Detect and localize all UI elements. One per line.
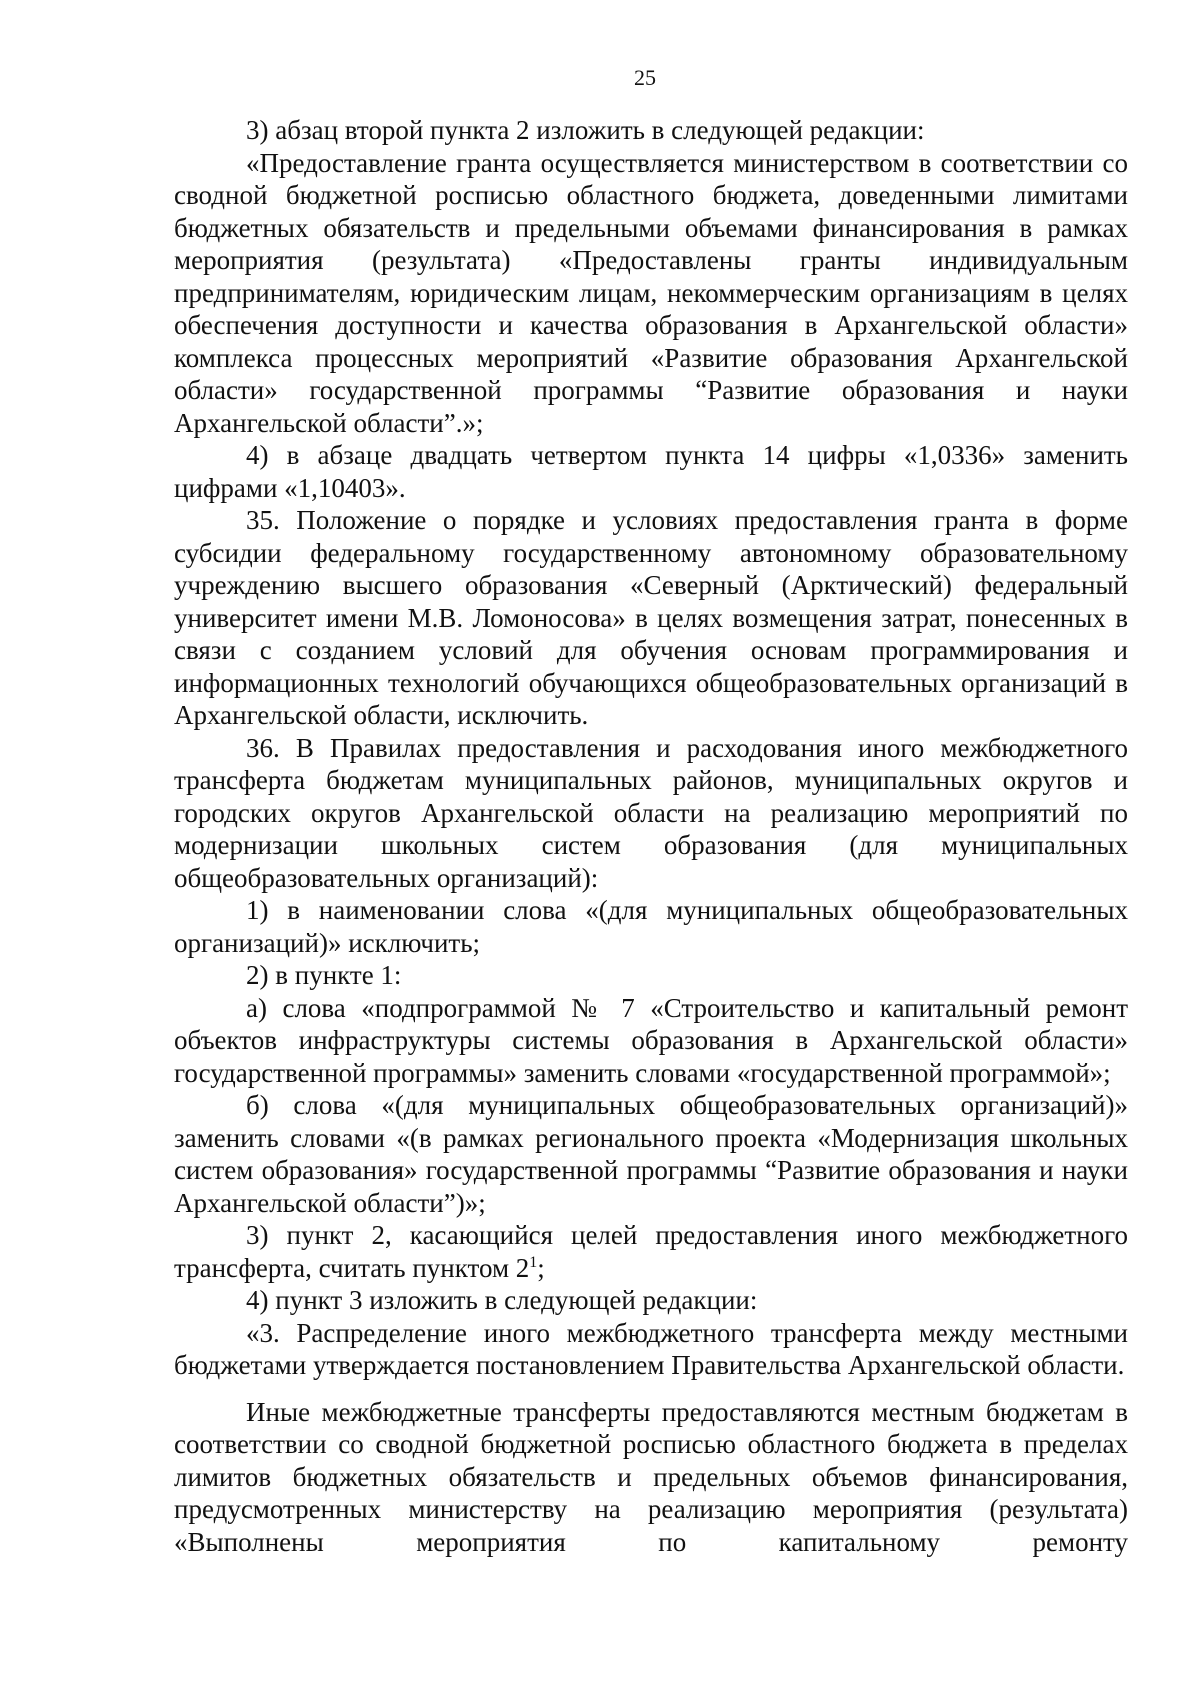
paragraph: 4) пункт 3 изложить в следующей редакции: xyxy=(246,1285,758,1315)
superscript: 1 xyxy=(529,1253,538,1271)
paragraph xyxy=(174,1219,1128,1284)
paragraph: 3) абзац второй пункта 2 изложить в следующей редакции: xyxy=(246,115,925,145)
paragraph: б) слова «(для муниципальных общеобразовательных организаций)» заменить словами «(в рамках регионального проекта «Модернизация школьных систем образования» государственной программы “Развитие образования и науки Архангельской области”)»; xyxy=(174,1090,1128,1218)
paragraph-tail: ; xyxy=(537,1252,545,1283)
paragraph: «Предоставление гранта осуществляется министерством в соответствии со сводной бюджетной росписью областного бюджета, доведенными лимитами бюджетных обязательств и предельными объемами финансирования в рамках мероприятия (результата) «Предоставлены гранты индивидуальным предпринимателям, юридическим лицам, некоммерческим организациям в целях обеспечения доступности и качества образования в Архангельской области» комплекса процессных мероприятий «Развитие образования Архангельской области» государственной программы “Развитие образования и науки Архангельской области”.»; xyxy=(174,147,1128,438)
paragraph: 4) в абзаце двадцать четвертом пункта 14 цифры «1,0336» заменить цифрами «1,10403». xyxy=(174,440,1128,503)
paragraph: Иные межбюджетные трансферты предоставляются местным бюджетам в соответствии со сводной бюджетной росписью областного бюджета в пределах лимитов бюджетных обязательств и предельных объемов финансирования, предусмотренных министерству на реализацию мероприятия (результата) «Выполнены мероприятия по капитальному ремонту xyxy=(174,1396,1128,1557)
paragraph: «3. Распределение иного межбюджетного трансферта между местными бюджетами утверждается постановлением Правительства Архангельской области. xyxy=(174,1317,1128,1380)
paragraph: 36. В Правилах предоставления и расходования иного межбюджетного трансферта бюджетам муниципальных районов, муниципальных округов и городских округов Архангельской области на реализацию мероприятий по модернизации школьных систем образования (для муниципальных общеобразовательных организаций): xyxy=(174,732,1128,893)
paragraph: а) слова «подпрограммой № 7 «Строительство и капитальный ремонт объектов инфраструктуры системы образования в Архангельской области» государственной программы» заменить словами «государственной программой»; xyxy=(174,992,1128,1088)
paragraph: 1) в наименовании слова «(для муниципальных общеобразовательных организаций)» исключить; xyxy=(174,895,1128,958)
document-body xyxy=(174,114,1128,1558)
paragraph-text: 3) пункт 2, касающийся целей предоставления иного межбюджетного трансферта, считать пунктом 2 xyxy=(174,1220,1128,1283)
paragraph: 2) в пункте 1: xyxy=(246,960,402,990)
page-number: 25 xyxy=(634,65,656,90)
paragraph: 35. Положение о порядке и условиях предоставления гранта в форме субсидии федеральному государственному автономному образовательному учреждению высшего образования «Северный (Арктический) федеральный университет имени М.В. Ломоносова» в целях возмещения затрат, понесенных в связи с созданием условий для обучения основам программирования и информационных технологий обучающихся общеобразовательных организаций в Архангельской области, исключить. xyxy=(174,505,1128,730)
